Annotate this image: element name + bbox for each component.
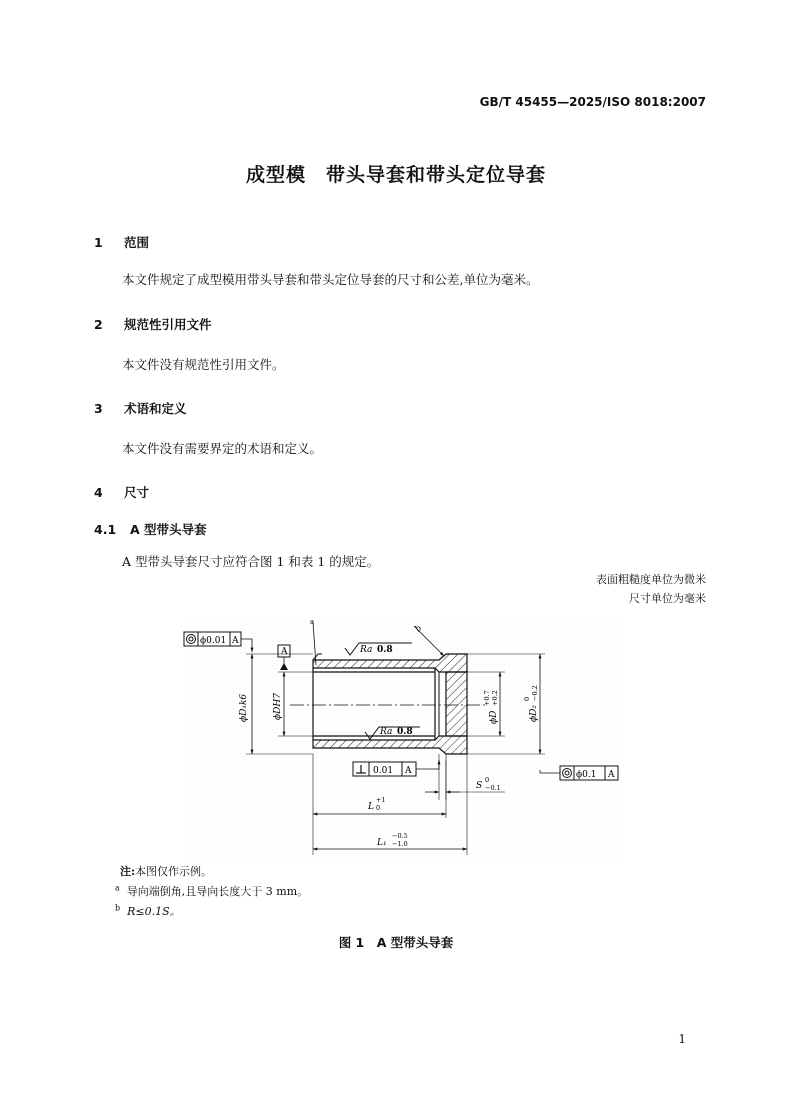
subsection-4-1-body: A 型带头导套尺寸应符合图 1 和表 1 的规定。	[122, 554, 380, 569]
svg-text:0.8: 0.8	[397, 727, 413, 737]
standard-code: GB/T 45455—2025/ISO 8018:2007	[479, 95, 706, 109]
footnote-b: $^b$ R≤0.1S。	[115, 903, 181, 918]
figure-caption: 图 1 A 型带头导套	[338, 935, 454, 950]
section-3-body: 本文件没有需要界定的术语和定义。	[122, 441, 323, 456]
svg-text:−0.1: −0.1	[485, 784, 501, 792]
svg-text:A: A	[405, 766, 412, 776]
section-3-heading: 3 术语和定义	[94, 401, 187, 416]
label-b: b	[413, 623, 424, 634]
svg-text:0.8: 0.8	[377, 645, 393, 655]
svg-text:Ra: Ra	[360, 645, 373, 655]
svg-text:L: L	[368, 802, 374, 812]
svg-text:L₁: L₁	[377, 838, 387, 848]
svg-text:0: 0	[485, 776, 490, 784]
svg-text:−1.0: −1.0	[392, 840, 408, 848]
svg-text:−0.5: −0.5	[392, 832, 408, 840]
svg-text:+0.2: +0.2	[491, 690, 499, 706]
section-2-body: 本文件没有规范性引用文件。	[122, 357, 285, 372]
footnote-a: $^a$ 导向端倒角,且导向长度大于 3 mm。	[115, 883, 309, 898]
svg-text:0.01: 0.01	[373, 766, 394, 776]
dimension-unit-note: 尺寸单位为毫米	[629, 592, 706, 605]
section-1-body: 本文件规定了成型模用带头导套和带头定位导套的尺寸和公差,单位为毫米。	[122, 272, 539, 287]
svg-text:+0.7: +0.7	[483, 690, 491, 706]
svg-text:ϕD₁k6: ϕD₁k6	[239, 693, 249, 722]
svg-text:−0.2: −0.2	[531, 685, 539, 701]
roughness-unit-note: 表面粗糙度单位为微米	[596, 573, 706, 586]
label-a: a	[310, 618, 315, 626]
subsection-4-1-heading: 4.1 A 型带头导套	[94, 522, 207, 537]
svg-text:ϕD₂: ϕD₂	[529, 705, 539, 722]
page-number: 1	[678, 1032, 686, 1046]
section-2-heading: 2 规范性引用文件	[94, 317, 212, 332]
section-1-heading: 1 范围	[94, 235, 150, 250]
svg-text:0: 0	[376, 804, 381, 812]
svg-text:A: A	[281, 647, 288, 657]
svg-text:0: 0	[523, 696, 531, 701]
svg-text:A: A	[232, 636, 239, 646]
svg-text:ϕDH7: ϕDH7	[273, 693, 283, 720]
document-title: 成型模 带头导套和带头定位导套	[245, 164, 546, 186]
svg-text:ϕ0.1: ϕ0.1	[576, 770, 597, 780]
svg-text:ϕD: ϕD	[489, 710, 499, 724]
svg-text:A: A	[608, 770, 615, 780]
svg-text:+1: +1	[376, 796, 386, 804]
svg-text:S: S	[476, 781, 483, 791]
section-4-heading: 4 尺寸	[94, 485, 150, 500]
svg-text:Ra: Ra	[380, 727, 393, 737]
figure-note: 注:本图仅作示例。	[120, 865, 213, 878]
svg-text:ϕ0.01: ϕ0.01	[200, 636, 227, 646]
